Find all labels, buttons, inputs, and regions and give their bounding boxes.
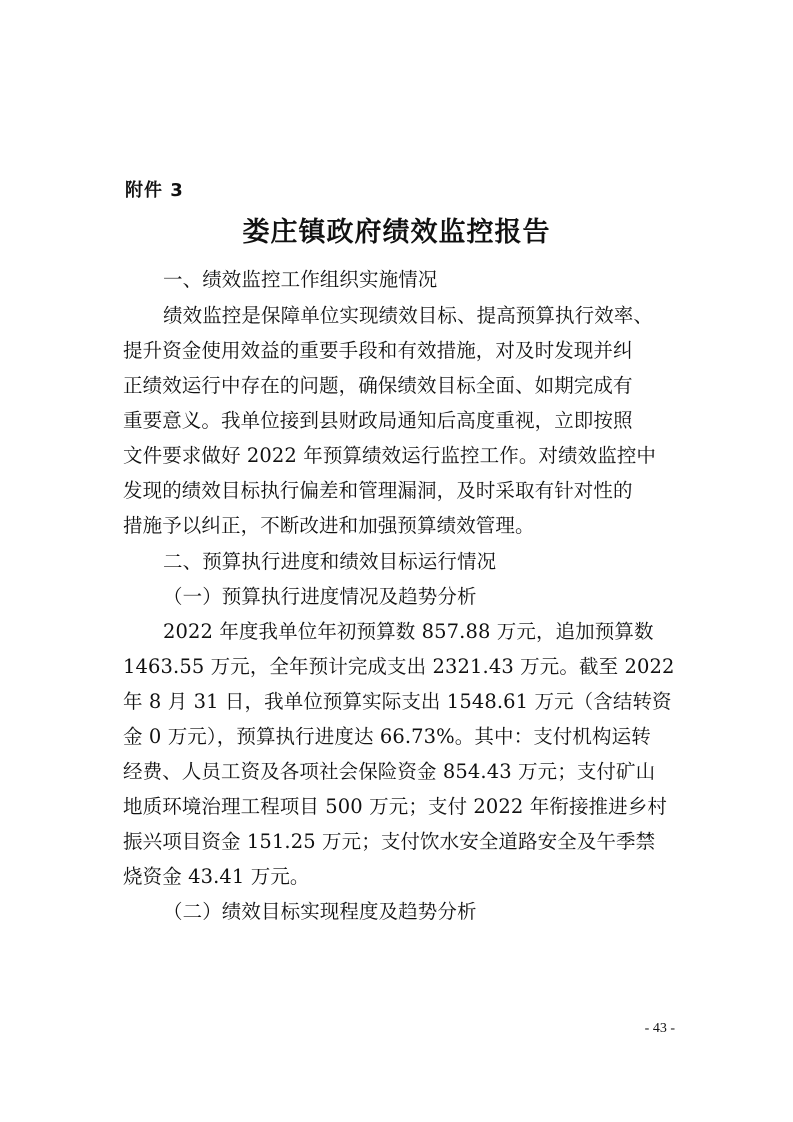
- paragraph-line: 绩效监控是保障单位实现绩效目标、提高预算执行效率、: [163, 304, 654, 327]
- paragraph-line: 振兴项目资金 151.25 万元；支付饮水安全道路安全及午季禁: [123, 830, 656, 853]
- paragraph-line: 重要意义。我单位接到县财政局通知后高度重视，立即按照: [123, 409, 633, 432]
- report-title: 娄庄镇政府绩效监控报告: [242, 217, 551, 248]
- subsection-heading-2: （二）绩效目标实现程度及趋势分析: [163, 900, 477, 923]
- attachment-label: 附件 3: [125, 180, 184, 201]
- paragraph-line: 经费、人员工资及各项社会保险资金 854.43 万元；支付矿山: [123, 760, 656, 783]
- paragraph-line: 2022 年度我单位年初预算数 857.88 万元，追加预算数: [163, 620, 654, 643]
- section-heading-1: 一、绩效监控工作组织实施情况: [163, 268, 438, 291]
- page-number: - 43 -: [644, 1021, 675, 1036]
- paragraph-line: 发现的绩效目标执行偏差和管理漏洞，及时采取有针对性的: [123, 479, 633, 502]
- paragraph-line: 提升资金使用效益的重要手段和有效措施，对及时发现并纠: [123, 339, 633, 362]
- subsection-heading-1: （一）预算执行进度情况及趋势分析: [163, 585, 477, 608]
- paragraph-line: 年 8 月 31 日，我单位预算实际支出 1548.61 万元（含结转资: [123, 690, 672, 713]
- paragraph-line: 正绩效运行中存在的问题，确保绩效目标全面、如期完成有: [123, 374, 633, 397]
- paragraph-line: 地质环境治理工程项目 500 万元；支付 2022 年衔接推进乡村: [123, 795, 667, 818]
- paragraph-line: 1463.55 万元，全年预计完成支出 2321.43 万元。截至 2022: [123, 655, 675, 678]
- paragraph-line: 文件要求做好 2022 年预算绩效运行监控工作。对绩效监控中: [123, 444, 657, 467]
- paragraph-line: 金 0 万元），预算执行进度达 66.73%。其中：支付机构运转: [123, 725, 651, 748]
- section-heading-2: 二、预算执行进度和绩效目标运行情况: [163, 550, 497, 573]
- paragraph-line: 烧资金 43.41 万元。: [123, 865, 310, 888]
- paragraph-line: 措施予以纠正，不断改进和加强预算绩效管理。: [123, 514, 535, 537]
